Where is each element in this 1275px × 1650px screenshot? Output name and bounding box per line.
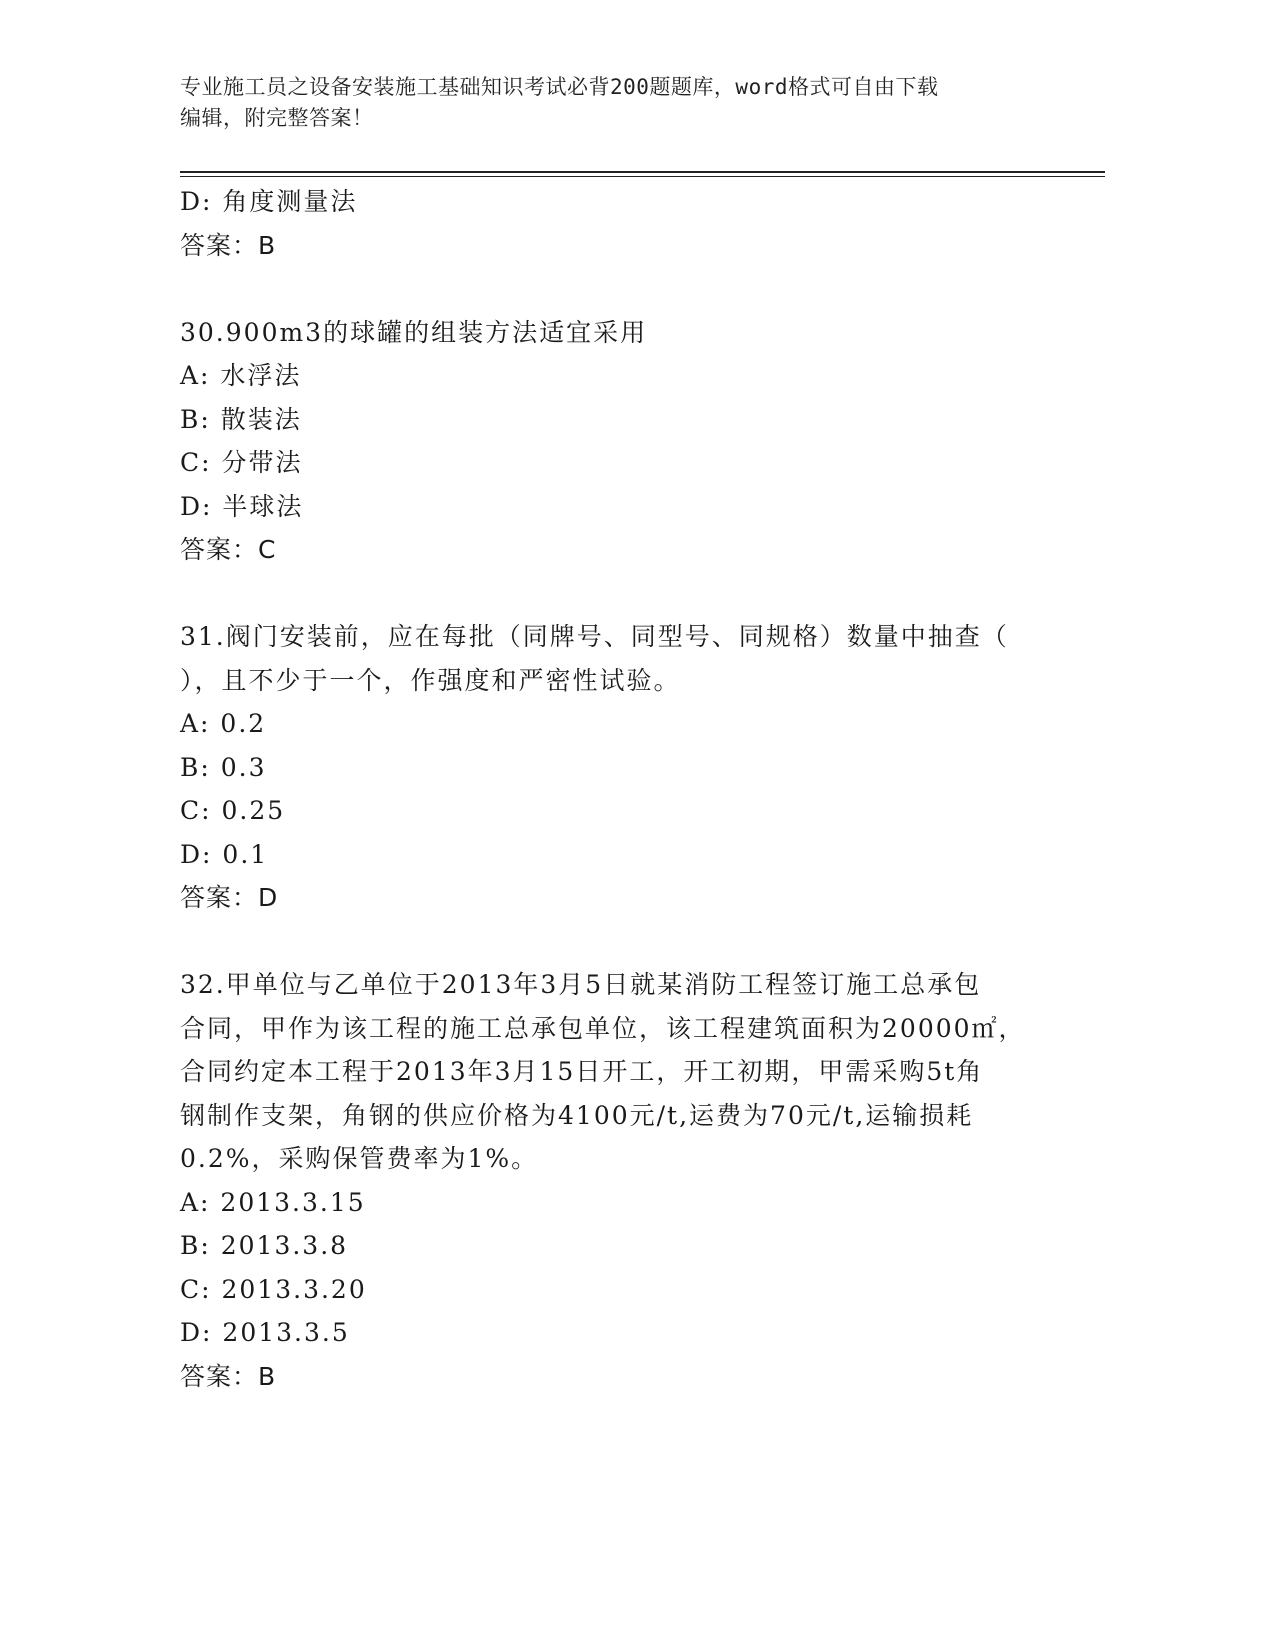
document-body [180,180,1040,1398]
question-stem-line-2: ），且不少于一个，作强度和严密性试验。 [180,665,681,695]
question-stem-line-1: 31.阀门安装前，应在每批（同牌号、同型号、同规格）数量中抽查（ [180,622,1009,651]
answer: 答案：C [180,535,277,564]
question-stem-line-3: 合同约定本工程于2013年3月15日开工，开工初期，甲需采购5t角 [180,1057,984,1086]
header-divider-thin [180,176,1105,177]
prev-question-answer: 答案：B [180,230,277,260]
question-stem: 30.900m3的球罐的组装方法适宜采用 [180,317,648,347]
document-header [180,72,1105,134]
option-a: A: 水浮法 [180,361,302,390]
option-a: A: 0.2 [180,709,267,738]
header-divider-thick [180,171,1105,173]
question-stem-line-4: 钢制作支架，角钢的供应价格为4100元/t,运费为70元/t,运输损耗 [180,1100,974,1130]
option-d: D: 0.1 [180,839,269,869]
header-line-1: 专业施工员之设备安装施工基础知识考试必背200题题库，word格式可自由下载 [180,75,939,99]
question-32 [180,963,1040,1398]
question-30 [180,311,1040,572]
spacer [180,572,1040,616]
option-d: D: 2013.3.5 [180,1318,350,1347]
spacer [180,267,1040,311]
question-stem-line-5: 0.2%，采购保管费率为1%。 [180,1144,539,1173]
option-b: B: 2013.3.8 [180,1231,349,1260]
option-d: D: 半球法 [180,491,304,521]
question-stem-line-1: 32.甲单位与乙单位于2013年3月5日就某消防工程签订施工总承包 [180,970,982,999]
option-b: B: 0.3 [180,752,267,782]
option-c: C: 0.25 [180,796,286,825]
option-c: C: 2013.3.20 [180,1274,367,1304]
question-31 [180,615,1040,920]
question-stem-line-2: 合同，甲作为该工程的施工总承包单位，该工程建筑面积为20000㎡， [180,1013,1026,1043]
option-a: A: 2013.3.15 [180,1187,366,1217]
prev-question-option-d: D: 角度测量法 [180,187,358,216]
answer: 答案：D [180,883,279,912]
header-line-2: 编辑，附完整答案！ [180,106,374,130]
option-c: C: 分带法 [180,448,303,477]
answer: 答案：B [180,1361,277,1391]
spacer [180,920,1040,964]
option-b: B: 散装法 [180,404,302,434]
